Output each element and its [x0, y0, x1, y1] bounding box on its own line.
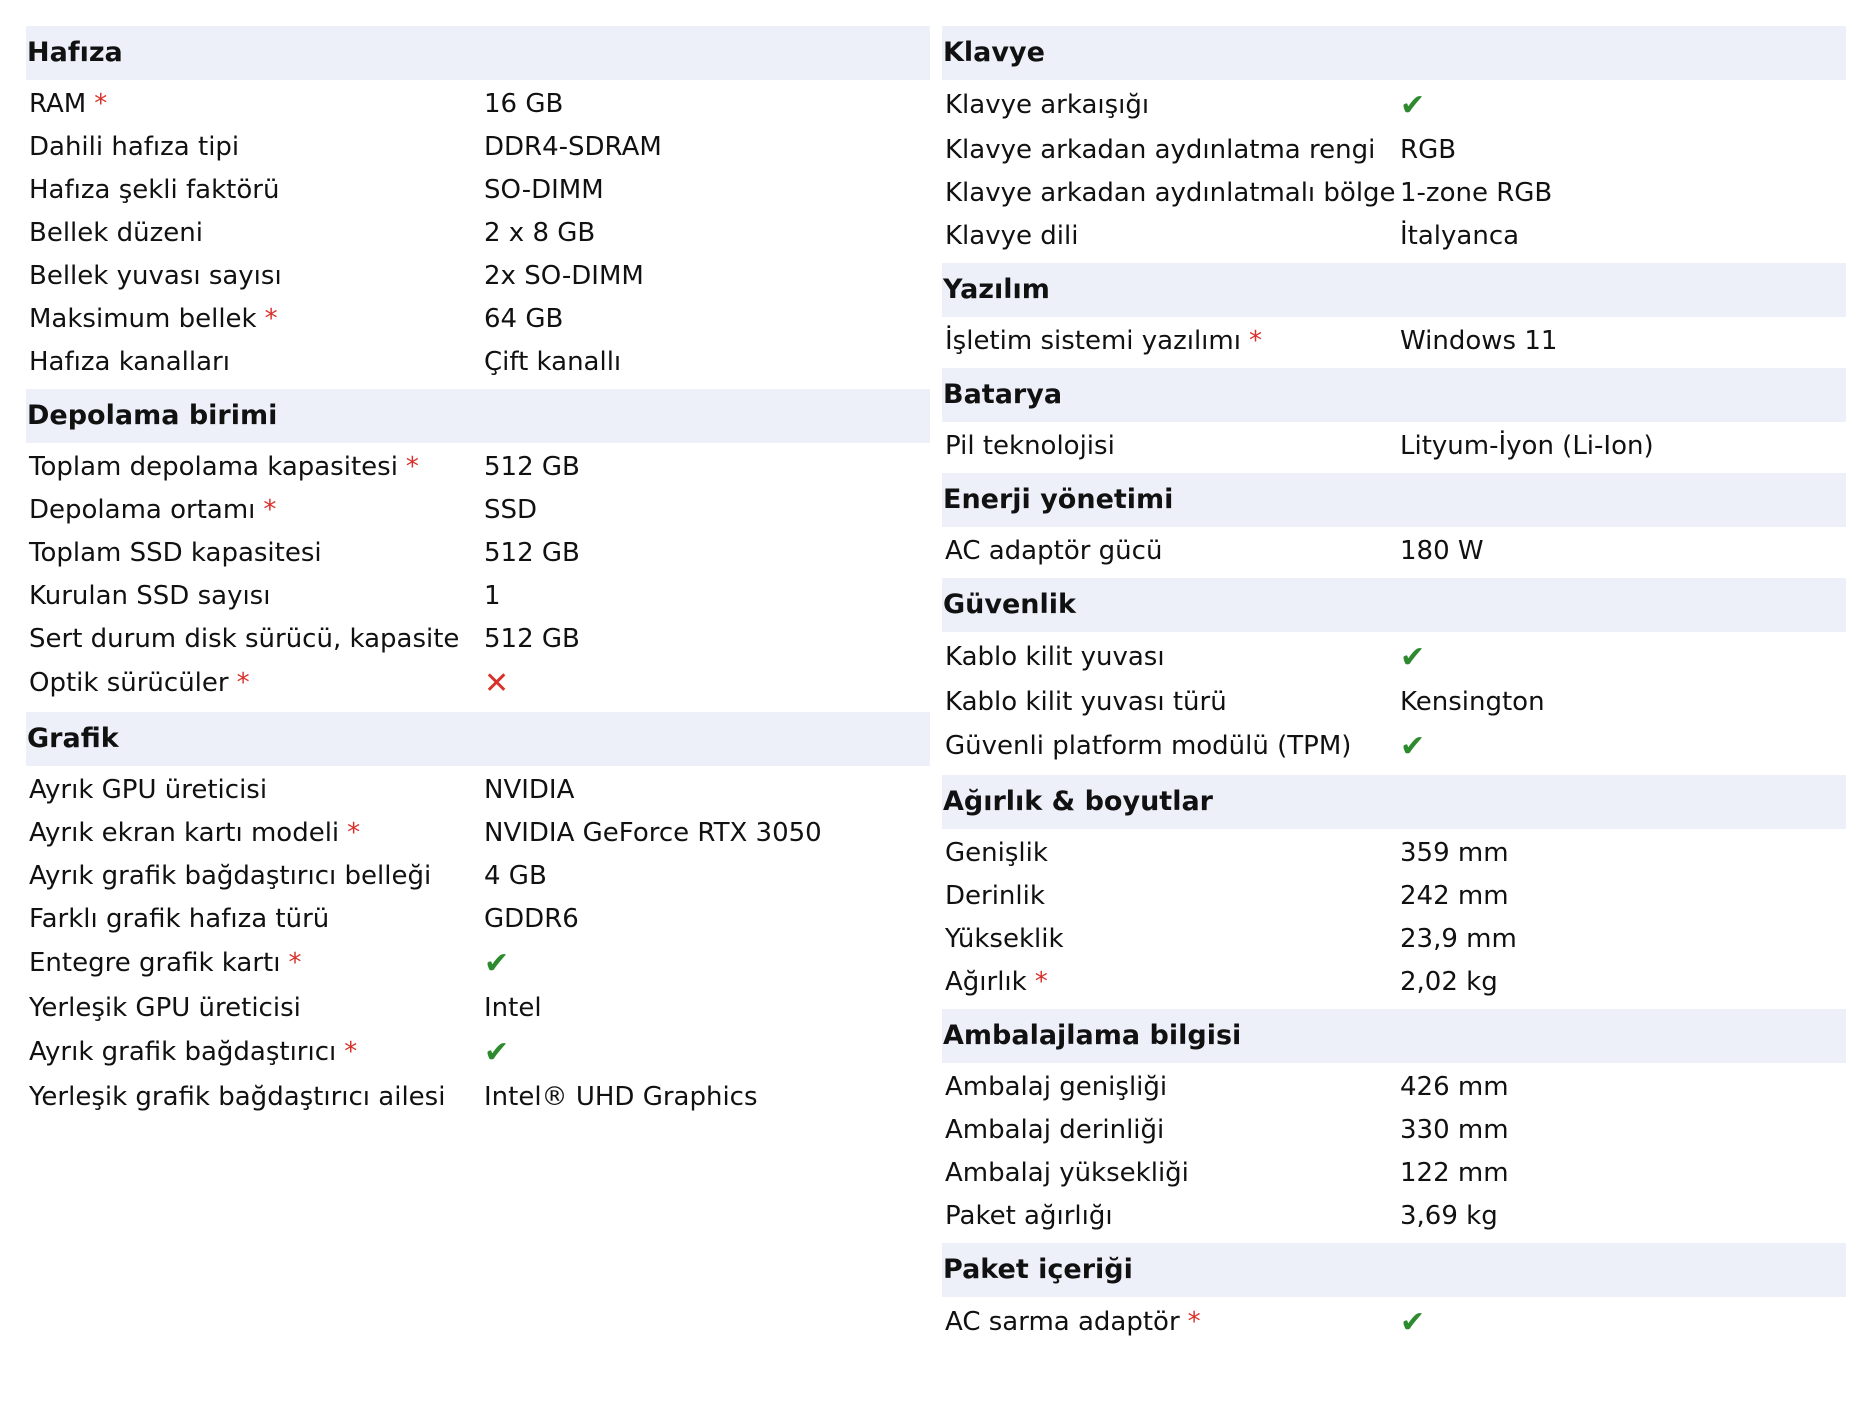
spec-label [26, 452, 484, 482]
spec-row [942, 680, 1846, 723]
spec-label-text: Hafıza kanalları [29, 346, 230, 377]
spec-label-text: İşletim sistemi yazılımı [945, 325, 1241, 356]
required-asterisk-icon: * [1248, 325, 1262, 356]
spec-label-text: Genişlik [945, 837, 1048, 868]
spec-value: Çift kanallı [484, 346, 622, 377]
spec-section-enerji-yonetimi [942, 473, 1846, 572]
spec-label [942, 178, 1400, 208]
spec-label [942, 221, 1400, 251]
spec-label-text: Depolama ortamı [29, 494, 256, 525]
spec-row [26, 531, 930, 574]
section-title: Ambalajlama bilgisi [942, 1009, 1846, 1063]
section-title: Paket içeriği [942, 1243, 1846, 1297]
spec-row [26, 168, 930, 211]
spec-value: GDDR6 [484, 903, 579, 934]
spec-label [26, 624, 484, 654]
spec-row [26, 211, 930, 254]
spec-section-ambalajlama-bilgisi [942, 1009, 1846, 1237]
spec-column-left [26, 26, 930, 1124]
spec-label-text: Kurulan SSD sayısı [29, 580, 271, 611]
spec-row [942, 1065, 1846, 1108]
spec-section-paket-icerigi [942, 1243, 1846, 1345]
spec-label [942, 431, 1400, 461]
spec-row [26, 82, 930, 125]
cross-icon: ✕ [484, 665, 510, 701]
section-title: Ağırlık & boyutlar [942, 775, 1846, 829]
spec-row [942, 424, 1846, 467]
spec-row [26, 488, 930, 531]
spec-row [26, 340, 930, 383]
spec-label [26, 261, 484, 291]
spec-label-text: Ağırlık [945, 966, 1027, 997]
spec-row [26, 897, 930, 940]
spec-row [942, 1151, 1846, 1194]
spec-label [942, 642, 1400, 672]
spec-label-text: Klavye arkadan aydınlatma rengi [945, 134, 1376, 165]
spec-value: 512 GB [484, 623, 580, 654]
section-title: Batarya [942, 368, 1846, 422]
spec-label-text: Toplam depolama kapasitesi [29, 451, 398, 482]
spec-label-text: Ambalaj genişliği [945, 1071, 1168, 1102]
required-asterisk-icon: * [236, 668, 250, 698]
spec-label-text: Ayrık ekran kartı modeli [29, 817, 340, 848]
spec-label-text: AC sarma adaptör [945, 1307, 1180, 1337]
checkmark-icon: ✔ [484, 945, 510, 981]
spec-label [942, 326, 1400, 356]
spec-label [26, 993, 484, 1023]
spec-section-grafik [26, 712, 930, 1118]
section-title: Güvenlik [942, 578, 1846, 632]
spec-label [942, 1307, 1400, 1337]
spec-label [26, 668, 484, 698]
spec-label [26, 89, 484, 119]
spec-label-text: Hafıza şekli faktörü [29, 174, 280, 205]
spec-row [26, 811, 930, 854]
spec-value: 1 [484, 580, 501, 611]
spec-row [942, 723, 1846, 769]
spec-label [942, 90, 1400, 120]
spec-value: 180 W [1400, 535, 1484, 566]
spec-value: SO-DIMM [484, 174, 604, 205]
required-asterisk-icon: * [347, 817, 361, 848]
spec-value: 330 mm [1400, 1114, 1509, 1145]
spec-label-text: Paket ağırlığı [945, 1200, 1113, 1231]
spec-label [942, 536, 1400, 566]
spec-label [942, 1072, 1400, 1102]
spec-row [942, 960, 1846, 1003]
spec-section-klavye [942, 26, 1846, 257]
spec-label [942, 881, 1400, 911]
spec-label-text: AC adaptör gücü [945, 535, 1163, 566]
spec-row [942, 1194, 1846, 1237]
spec-label-text: Yerleşik GPU üreticisi [29, 992, 301, 1023]
spec-label-text: Klavye dili [945, 220, 1079, 251]
spec-label [26, 495, 484, 525]
spec-row [942, 128, 1846, 171]
spec-row [942, 214, 1846, 257]
spec-label-text: Güvenli platform modülü (TPM) [945, 731, 1352, 761]
spec-label [26, 175, 484, 205]
spec-label [26, 775, 484, 805]
spec-value: NVIDIA [484, 774, 575, 805]
spec-label [26, 538, 484, 568]
spec-value: 2,02 kg [1400, 966, 1498, 997]
spec-label-text: Klavye arkaışığı [945, 90, 1150, 120]
spec-value: Lityum-İyon (Li-Ion) [1400, 430, 1654, 461]
spec-row [942, 831, 1846, 874]
spec-label-text: Bellek düzeni [29, 217, 203, 248]
spec-value: 23,9 mm [1400, 923, 1517, 954]
required-asterisk-icon: * [1187, 1307, 1201, 1337]
spec-label [942, 838, 1400, 868]
spec-label [26, 132, 484, 162]
spec-value: 359 mm [1400, 837, 1509, 868]
spec-value: 3,69 kg [1400, 1200, 1498, 1231]
spec-row [26, 986, 930, 1029]
spec-section-yazilim [942, 263, 1846, 362]
spec-label-text: RAM [29, 88, 87, 119]
spec-label-text: Ayrık GPU üreticisi [29, 774, 268, 805]
section-title: Grafik [26, 712, 930, 766]
spec-value: 426 mm [1400, 1071, 1509, 1102]
required-asterisk-icon: * [344, 1037, 358, 1067]
spec-label-text: Pil teknolojisi [945, 430, 1115, 461]
spec-value: 122 mm [1400, 1157, 1509, 1188]
spec-row [26, 445, 930, 488]
spec-label [26, 347, 484, 377]
spec-label-text: Toplam SSD kapasitesi [29, 537, 322, 568]
spec-label [942, 135, 1400, 165]
spec-label [942, 967, 1400, 997]
spec-section-agirlik-boyutlar [942, 775, 1846, 1003]
spec-value: DDR4-SDRAM [484, 131, 662, 162]
spec-value: Intel [484, 992, 542, 1023]
spec-label [942, 1158, 1400, 1188]
spec-label [26, 581, 484, 611]
required-asterisk-icon: * [288, 948, 302, 978]
spec-label-text: Yükseklik [945, 923, 1064, 954]
checkmark-icon: ✔ [1400, 728, 1426, 764]
spec-value: 4 GB [484, 860, 547, 891]
spec-row [942, 82, 1846, 128]
section-title: Hafıza [26, 26, 930, 80]
spec-value: 64 GB [484, 303, 564, 334]
spec-row [942, 1108, 1846, 1151]
spec-label [26, 861, 484, 891]
spec-value: Windows 11 [1400, 325, 1558, 356]
spec-label-text: Dahili hafıza tipi [29, 131, 240, 162]
required-asterisk-icon: * [263, 494, 277, 525]
required-asterisk-icon: * [405, 451, 419, 482]
spec-label-text: Kablo kilit yuvası türü [945, 686, 1227, 717]
spec-label [942, 1201, 1400, 1231]
spec-section-batarya [942, 368, 1846, 467]
spec-row [26, 768, 930, 811]
spec-row [26, 617, 930, 660]
spec-value: 242 mm [1400, 880, 1509, 911]
spec-row [26, 574, 930, 617]
required-asterisk-icon: * [94, 88, 108, 119]
spec-row [942, 171, 1846, 214]
spec-label-text: Derinlik [945, 880, 1045, 911]
spec-row [942, 529, 1846, 572]
required-asterisk-icon: * [264, 303, 278, 334]
spec-value: RGB [1400, 134, 1457, 165]
section-title: Enerji yönetimi [942, 473, 1846, 527]
spec-value: 16 GB [484, 88, 564, 119]
spec-label-text: Kablo kilit yuvası [945, 642, 1165, 672]
spec-label [942, 731, 1400, 761]
spec-row [942, 1299, 1846, 1345]
spec-label-text: Optik sürücüler [29, 668, 229, 698]
spec-row [942, 634, 1846, 680]
spec-value: 512 GB [484, 451, 580, 482]
spec-label [26, 818, 484, 848]
spec-row [26, 254, 930, 297]
spec-label-text: Ayrık grafik bağdaştırıcı [29, 1037, 337, 1067]
spec-row [26, 1029, 930, 1075]
required-asterisk-icon: * [1034, 966, 1048, 997]
spec-label-text: Ambalaj derinliği [945, 1114, 1165, 1145]
spec-label [942, 1115, 1400, 1145]
checkmark-icon: ✔ [484, 1034, 510, 1070]
spec-label [942, 687, 1400, 717]
section-title: Klavye [942, 26, 1846, 80]
checkmark-icon: ✔ [1400, 639, 1426, 675]
spec-value: Intel® UHD Graphics [484, 1081, 758, 1112]
spec-label [26, 948, 484, 978]
spec-row [26, 854, 930, 897]
spec-label-text: Sert durum disk sürücü, kapasite [29, 623, 460, 654]
spec-label [26, 904, 484, 934]
spec-label-text: Yerleşik grafik bağdaştırıcı ailesi [29, 1081, 446, 1112]
spec-row [942, 319, 1846, 362]
spec-row [26, 297, 930, 340]
spec-row [26, 940, 930, 986]
spec-label-text: Ayrık grafik bağdaştırıcı belleği [29, 860, 432, 891]
spec-label [26, 218, 484, 248]
spec-label-text: Farklı grafik hafıza türü [29, 903, 330, 934]
checkmark-icon: ✔ [1400, 87, 1426, 123]
spec-label-text: Ambalaj yüksekliği [945, 1157, 1189, 1188]
spec-label [26, 1082, 484, 1112]
spec-row [26, 125, 930, 168]
spec-value: Kensington [1400, 686, 1545, 717]
spec-section-hafiza [26, 26, 930, 383]
spec-label-text: Klavye arkadan aydınlatmalı bölge [945, 177, 1396, 208]
checkmark-icon: ✔ [1400, 1304, 1426, 1340]
spec-row [942, 917, 1846, 960]
spec-row [26, 660, 930, 706]
spec-value: SSD [484, 494, 538, 525]
spec-row [942, 874, 1846, 917]
spec-label-text: Entegre grafik kartı [29, 948, 281, 978]
spec-value: 2 x 8 GB [484, 217, 596, 248]
spec-label [942, 924, 1400, 954]
spec-value: 1-zone RGB [1400, 177, 1553, 208]
spec-value: NVIDIA GeForce RTX 3050 [484, 817, 822, 848]
spec-label [26, 304, 484, 334]
spec-value: İtalyanca [1400, 220, 1520, 251]
spec-label-text: Bellek yuvası sayısı [29, 260, 282, 291]
spec-section-guvenlik [942, 578, 1846, 769]
spec-value: 512 GB [484, 537, 580, 568]
spec-value: 2x SO-DIMM [484, 260, 644, 291]
spec-section-depolama-birimi [26, 389, 930, 706]
spec-label [26, 1037, 484, 1067]
section-title: Depolama birimi [26, 389, 930, 443]
section-title: Yazılım [942, 263, 1846, 317]
spec-label-text: Maksimum bellek [29, 303, 257, 334]
spec-row [26, 1075, 930, 1118]
spec-column-right [942, 26, 1846, 1351]
